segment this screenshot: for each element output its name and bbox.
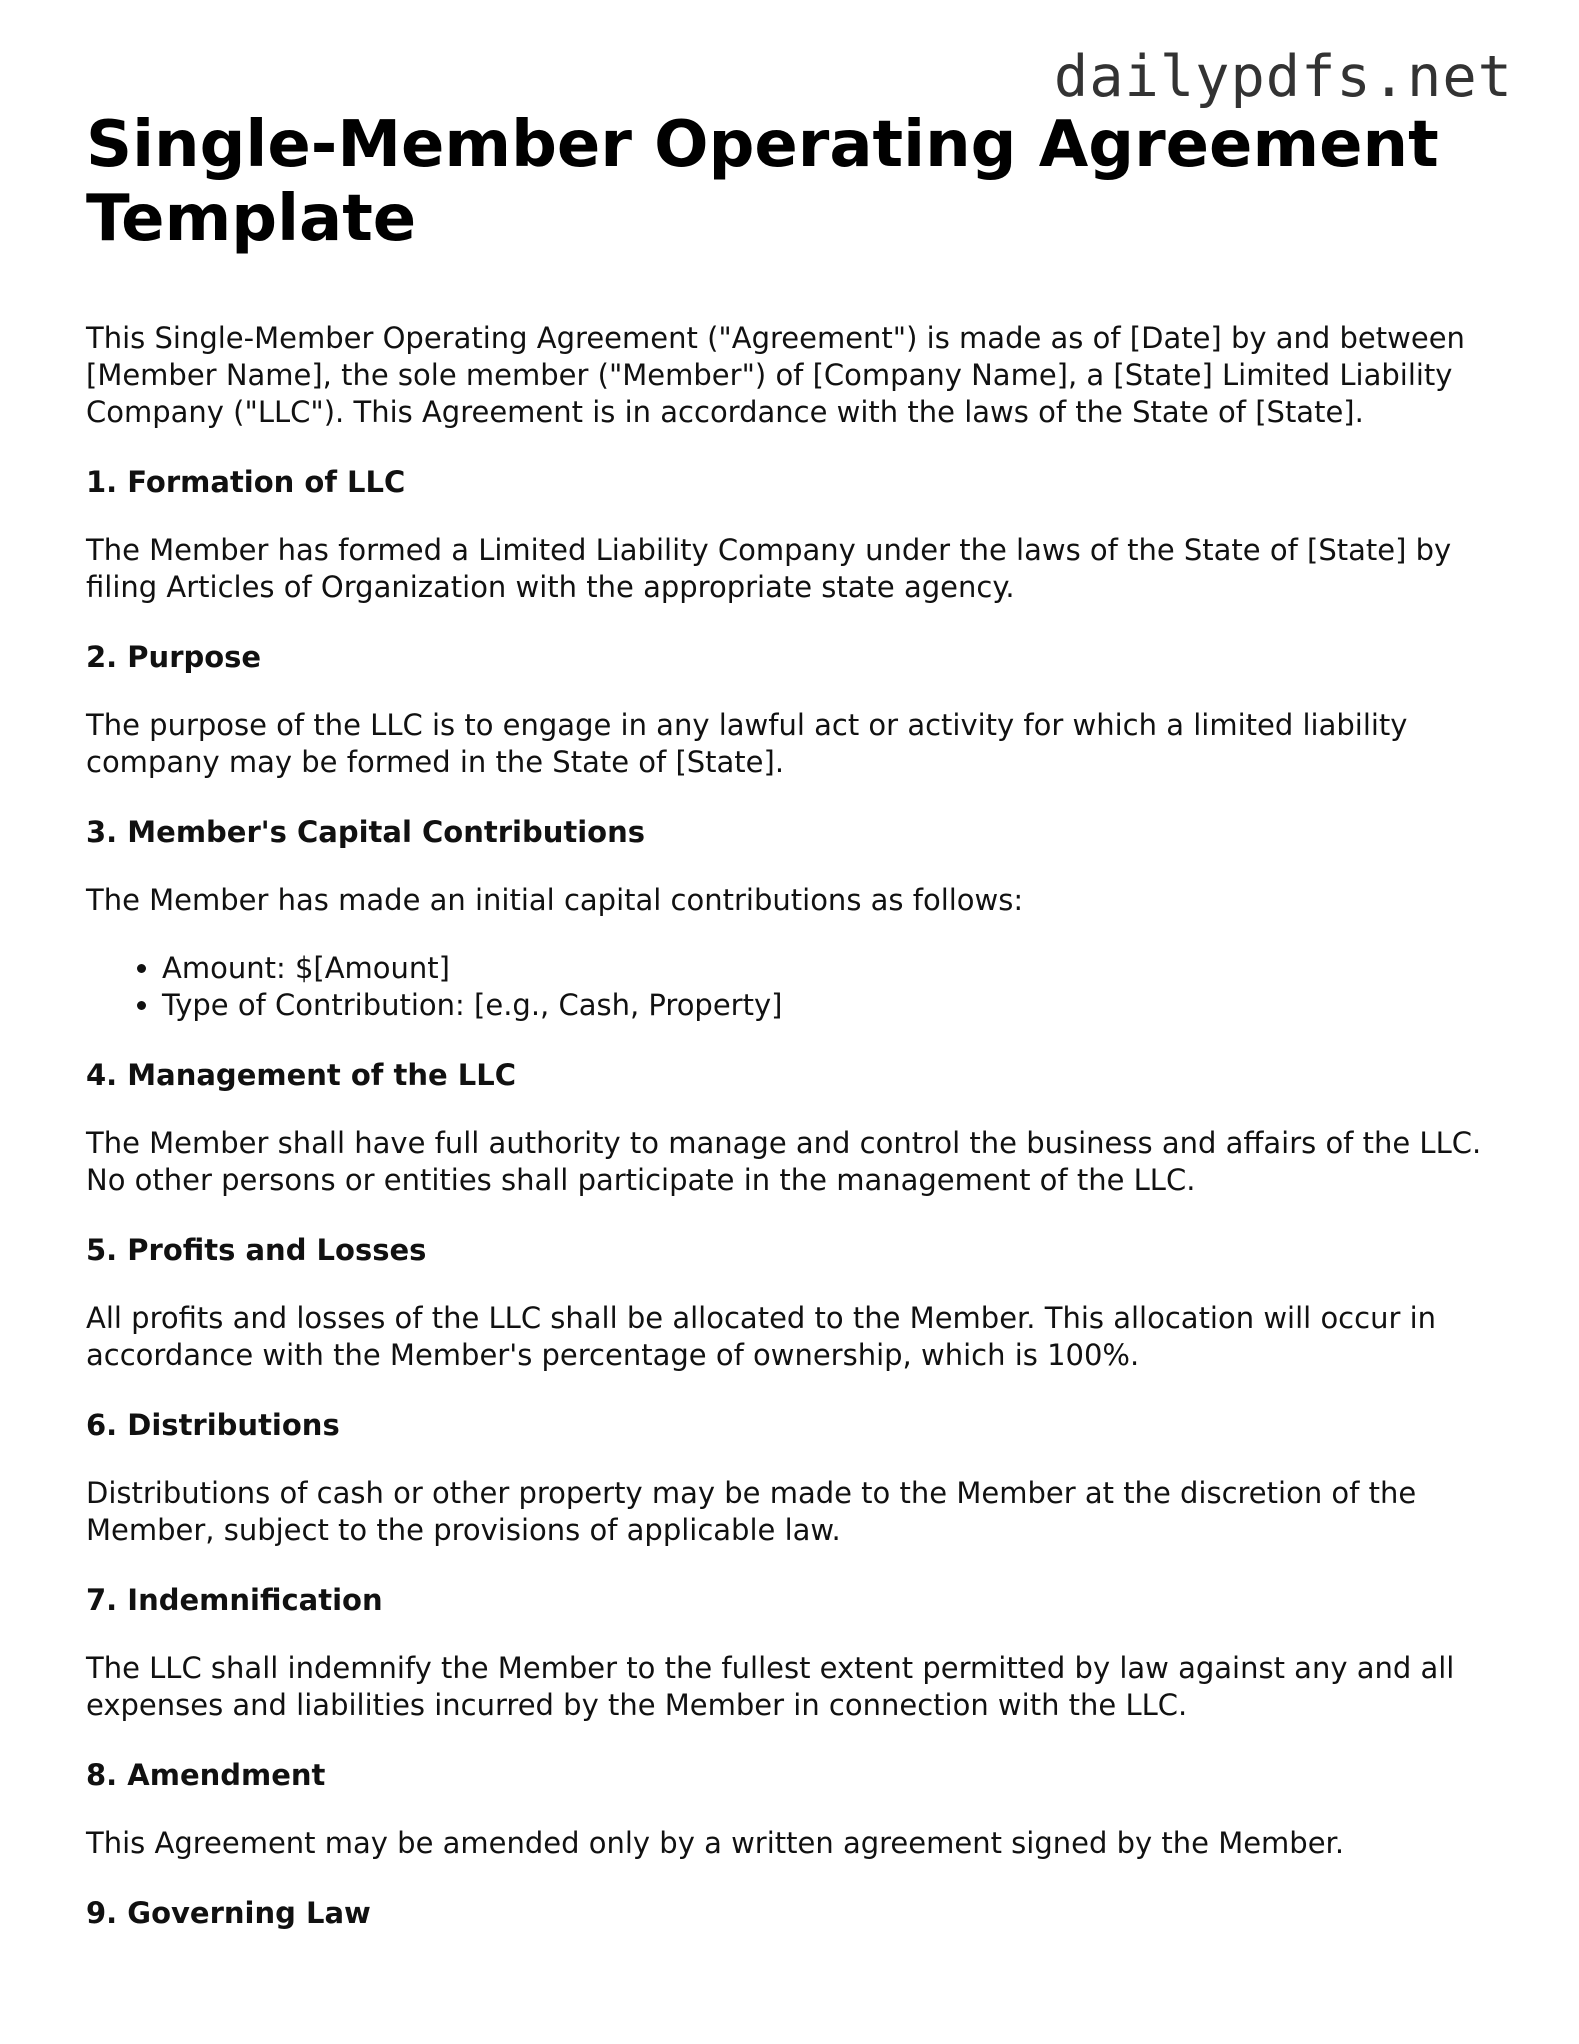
section-text-purpose: The purpose of the LLC is to engage in any lawful act or activity for which a limited liability company may be formed in the State of [State]. [86, 708, 1408, 779]
section-heading-management: 4. Management of the LLC [86, 1058, 517, 1092]
section-heading-formation: 1. Formation of LLC [86, 465, 406, 499]
list-item: • Amount: $[Amount] [162, 950, 1506, 987]
section-text-amendment: This Agreement may be amended only by a written agreement signed by the Member. [86, 1826, 1345, 1860]
page-title: Single-Member Operating Agreement Template [86, 108, 1439, 256]
section-heading-profits: 5. Profits and Losses [86, 1233, 427, 1267]
section-heading-purpose: 2. Purpose [86, 640, 262, 674]
section-heading-capital: 3. Member's Capital Contributions [86, 815, 646, 849]
section-text-management: The Member shall have full authority to manage and control the business and affairs of the LLC. No other persons or entities shall participate in the management of the LLC. [86, 1126, 1482, 1197]
watermark: dailypdfs.net [1053, 44, 1513, 110]
section-text-formation: The Member has formed a Limited Liability Company under the laws of the State of [State] by filing Articles of Organization with the appropriate state agency. [86, 533, 1452, 604]
section-text-capital: The Member has made an initial capital contributions as follows: [86, 883, 1024, 917]
section-text-profits: All profits and losses of the LLC shall be allocated to the Member. This allocation will occur in accordance with the Member's percentage of ownership, which is 100%. [86, 1301, 1437, 1372]
document-content [86, 108, 1506, 1932]
section-text-indemnification: The LLC shall indemnify the Member to the fullest extent permitted by law against any and all expenses and liabilities incurred by the Member in connection with the LLC. [86, 1651, 1455, 1722]
section-heading-distributions: 6. Distributions [86, 1408, 340, 1442]
section-text-distributions: Distributions of cash or other property may be made to the Member at the discretion of the Member, subject to the provisions of applicable law. [86, 1476, 1417, 1547]
section-heading-governing-law: 9. Governing Law [86, 1896, 371, 1930]
list-item: • Type of Contribution: [e.g., Cash, Property] [162, 987, 1506, 1024]
section-heading-amendment: 8. Amendment [86, 1758, 326, 1792]
intro-paragraph: This Single-Member Operating Agreement ("Agreement") is made as of [Date] by and between [Member Name], the sole member ("Member") of [Company Name], a [State] Limited Liability Company ("LLC"). This Agreement is in accordance with the laws of the State of [State]. [86, 321, 1465, 429]
capital-contribution-list [86, 950, 1506, 1024]
section-heading-indemnification: 7. Indemnification [86, 1583, 383, 1617]
